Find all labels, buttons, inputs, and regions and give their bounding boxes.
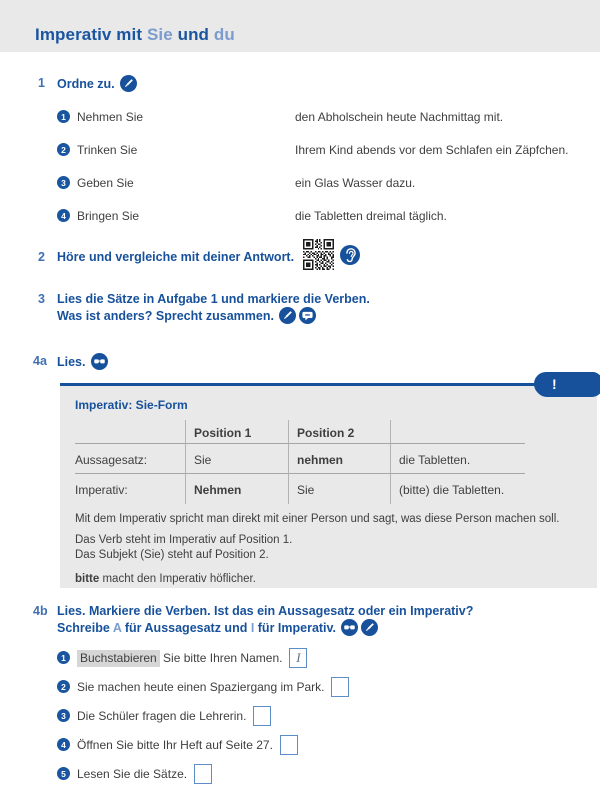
item-number-badge: 4 — [57, 738, 70, 751]
page-title — [35, 25, 235, 45]
sentence-item — [57, 734, 349, 755]
match-item — [57, 199, 587, 232]
task-title: Lies. — [57, 353, 108, 374]
table-header-cell — [390, 420, 525, 444]
item-number-badge: 1 — [57, 651, 70, 664]
item-number-badge: 2 — [57, 680, 70, 693]
item-number-badge: 2 — [57, 143, 70, 156]
title-part-dark: Imperativ mit — [35, 25, 147, 44]
title-part-light: Sie — [146, 25, 173, 44]
task3-line1: Lies die Sätze in Aufgabe 1 und markiere die Verben. — [57, 292, 370, 306]
grammar-rule-line: Das Subjekt (Sie) steht auf Position 2. — [75, 549, 269, 561]
grammar-box-heading: Imperativ: Sie-Form — [75, 398, 188, 412]
table-cell: Imperativ: — [75, 483, 128, 497]
task-number: 1 — [38, 76, 45, 90]
task-number: 4b — [33, 604, 48, 618]
qr-code — [303, 239, 334, 275]
sentence-item — [57, 705, 349, 726]
match-right: den Abholschein heute Nachmittag mit. — [295, 109, 504, 124]
glasses-icon — [341, 619, 358, 640]
title-part-light: du — [213, 25, 235, 44]
sentence-text: Öffnen Sie bitte Ihr Heft auf Seite 27. — [77, 737, 273, 752]
letter-I: I — [250, 621, 255, 635]
table-cell: Aussagesatz: — [75, 444, 185, 474]
table-cell: Nehmen — [185, 474, 288, 504]
attention-badge — [534, 372, 600, 396]
table-cell: (bitte) die Tabletten. — [390, 474, 525, 504]
bold-word: bitte — [75, 573, 100, 585]
pencil-icon — [279, 307, 296, 328]
match-left: Nehmen Sie — [77, 109, 144, 124]
table-cell: die Tabletten. — [390, 444, 525, 474]
match-right: ein Glas Wasser dazu. — [295, 175, 416, 190]
answer-box[interactable] — [253, 706, 271, 726]
answer-box[interactable] — [331, 677, 349, 697]
task3-line2: Was ist anders? Sprecht zusammen. — [57, 309, 274, 323]
task-title — [57, 291, 370, 328]
match-left: Geben Sie — [77, 175, 134, 190]
match-item — [57, 133, 587, 166]
item-number-badge: 3 — [57, 709, 70, 722]
grammar-table — [75, 420, 597, 504]
task4b-line2: Schreibe A für Aussagesatz und I für Imperativ. — [57, 621, 337, 635]
speech-bubble-icon — [299, 307, 316, 328]
task4a-heading — [33, 353, 108, 374]
task-title: Ordne zu. — [57, 75, 137, 96]
ear-icon — [340, 245, 360, 270]
sentence-item — [57, 763, 349, 784]
item-number-badge: 5 — [57, 767, 70, 780]
grammar-paragraph — [75, 572, 582, 587]
sentence-item — [57, 676, 349, 697]
task-title: Höre und vergleiche mit deiner Antwort. — [57, 250, 295, 264]
paragraph-rest: macht den Imperativ höflicher. — [99, 573, 256, 585]
task4b-items — [57, 647, 349, 792]
table-cell: Sie — [185, 444, 288, 474]
grammar-rule-line: Das Verb steht im Imperativ auf Position 1. — [75, 534, 293, 546]
sentence-text: Die Schüler fragen die Lehrerin. — [77, 708, 247, 723]
grammar-paragraph: Mit dem Imperativ spricht man direkt mit einer Person und sagt, was diese Person machen soll. — [75, 513, 560, 525]
match-right: die Tabletten dreimal täglich. — [295, 208, 447, 223]
match-item — [57, 166, 587, 199]
highlighted-verb: Buchstabieren — [77, 650, 160, 667]
grammar-box — [60, 376, 597, 588]
task-title — [57, 603, 473, 640]
item-number-badge: 4 — [57, 209, 70, 222]
task-number: 4a — [33, 354, 47, 368]
sentence-text: Buchstabieren Sie bitte Ihren Namen. — [77, 651, 282, 665]
answer-box[interactable] — [194, 764, 212, 784]
task1-items — [57, 100, 587, 232]
glasses-icon — [91, 353, 108, 374]
letter-A: A — [112, 621, 122, 635]
task2-heading — [38, 239, 360, 275]
sentence-item — [57, 647, 349, 668]
task4b-heading — [33, 603, 473, 640]
title-part-dark: und — [172, 25, 214, 44]
header-band — [0, 0, 600, 52]
match-item — [57, 100, 587, 133]
sentence-text: Lesen Sie die Sätze. — [77, 766, 188, 781]
task4b-line1: Lies. Markiere die Verben. Ist das ein Aussagesatz oder ein Imperativ? — [57, 604, 474, 618]
answer-box[interactable] — [280, 735, 298, 755]
task1-heading — [38, 75, 137, 96]
grammar-paragraph — [75, 533, 582, 563]
table-cell: Sie — [288, 474, 390, 504]
task-number: 3 — [38, 292, 45, 306]
task-number: 2 — [38, 250, 45, 264]
sentence-text: Sie machen heute einen Spaziergang im Park. — [77, 679, 325, 694]
match-left: Trinken Sie — [77, 142, 138, 157]
table-header-cell — [75, 420, 185, 444]
pencil-icon — [361, 619, 378, 640]
pencil-icon — [120, 75, 137, 96]
exclamation-icon: ! — [552, 376, 557, 392]
answer-box[interactable]: I — [289, 648, 307, 668]
item-number-badge: 1 — [57, 110, 70, 123]
match-left: Bringen Sie — [77, 208, 140, 223]
table-cell: nehmen — [288, 444, 390, 474]
match-right: Ihrem Kind abends vor dem Schlafen ein Zäpfchen. — [295, 142, 569, 157]
table-header-cell: Position 2 — [288, 420, 390, 444]
table-header-cell: Position 1 — [185, 420, 288, 444]
task3-heading — [38, 291, 370, 328]
item-number-badge: 3 — [57, 176, 70, 189]
